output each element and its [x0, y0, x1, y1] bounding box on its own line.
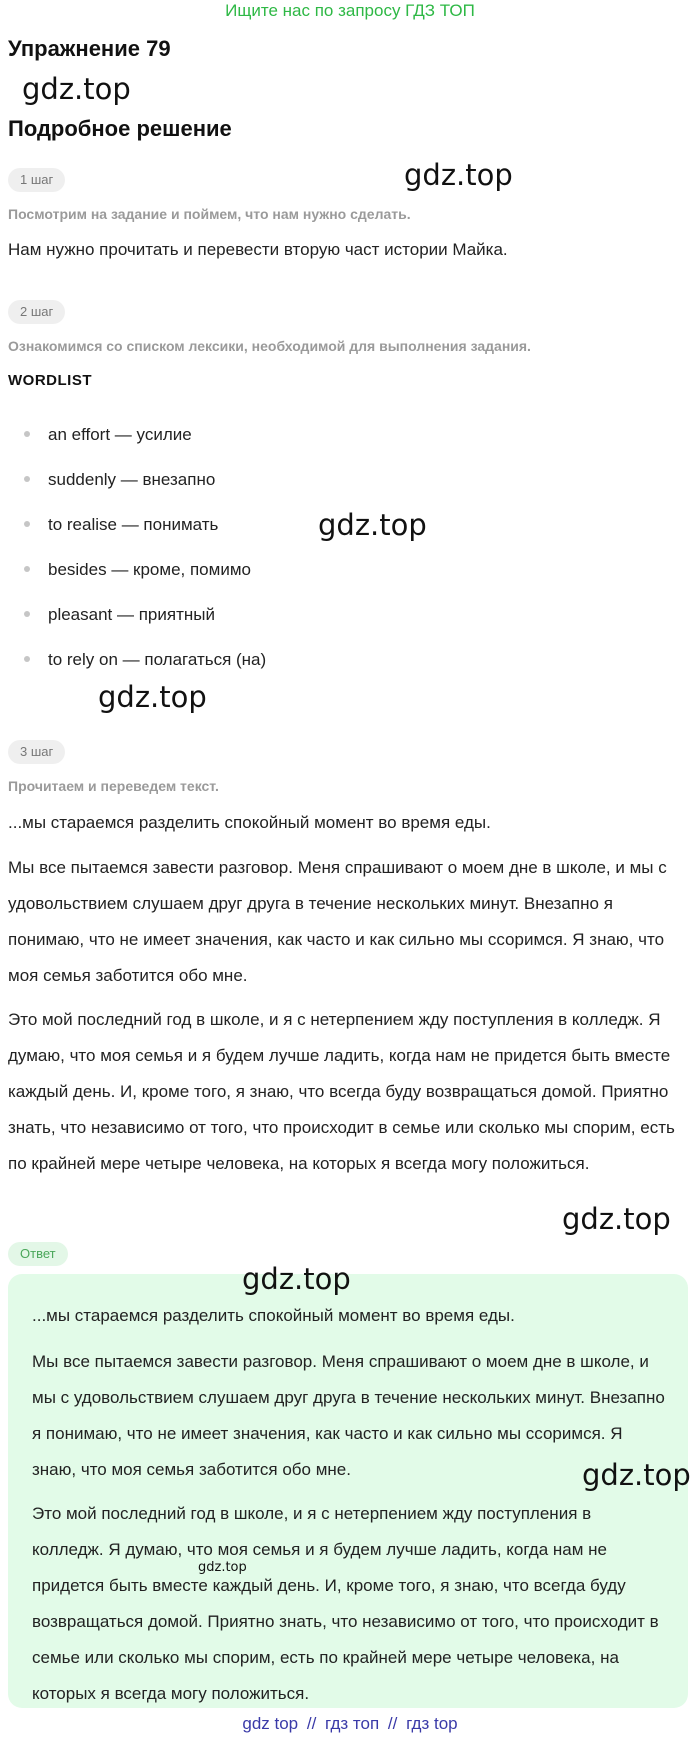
- step-1-badge: 1 шаг: [8, 168, 65, 192]
- wordlist-heading: WORDLIST: [8, 372, 92, 389]
- list-item: [24, 560, 251, 580]
- watermark: gdz.top: [242, 1262, 351, 1296]
- section-title: Подробное решение: [8, 116, 232, 141]
- footer-link[interactable]: гдз top: [406, 1714, 458, 1733]
- answer-paragraph: Мы все пытаемся завести разговор. Меня спрашивают о моем дне в школе, и мы с удовольствием слушаем друг друга в течение нескольких минут. Внезапно я понимаю, что не имеет значения, как часто и как сильно мы ссоримся. Я знаю, что моя семья заботится обо мне.: [32, 1352, 665, 1479]
- bullet-icon: [24, 476, 30, 482]
- step-1-text: Нам нужно прочитать и перевести вторую част истории Майка.: [8, 240, 508, 259]
- list-item: [24, 470, 215, 490]
- search-banner: Ищите нас по запросу ГДЗ ТОП: [225, 1, 475, 20]
- footer-separator: //: [387, 1714, 398, 1733]
- watermark: gdz.top: [582, 1458, 691, 1492]
- bullet-icon: [24, 431, 30, 437]
- answer-badge: Ответ: [8, 1242, 68, 1266]
- footer-link[interactable]: гдз топ: [325, 1714, 380, 1733]
- footer-separator: //: [306, 1714, 317, 1733]
- watermark: gdz.top: [22, 72, 131, 106]
- bullet-icon: [24, 611, 30, 617]
- wordlist-entry: to rely on — полагаться (на): [48, 650, 267, 669]
- list-item: [24, 605, 215, 625]
- wordlist-entry: an effort — усилие: [48, 425, 192, 444]
- footer-links: [0, 1714, 700, 1734]
- step-3-hint: Прочитаем и переведем текст.: [8, 778, 219, 794]
- translation-paragraph: Это мой последний год в школе, и я с нетерпением жду поступления в колледж. Я думаю, что моя семья и я будем лучше ладить, когда нам не придется быть вместе каждый день. И, кроме того, я знаю, что всегда буду возвращаться домой. Приятно знать, что независимо от того, что происходит в семье или сколько мы спорим, есть по крайней мере четыре человека, на которых я всегда могу положиться.: [8, 1010, 675, 1173]
- wordlist-entry: besides — кроме, помимо: [48, 560, 251, 579]
- list-item: [24, 425, 192, 445]
- translation-paragraph: ...мы стараемся разделить спокойный момент во время еды.: [8, 813, 491, 832]
- footer-link[interactable]: gdz top: [242, 1714, 299, 1733]
- wordlist-entry: suddenly — внезапно: [48, 470, 216, 489]
- list-item: [24, 515, 218, 535]
- wordlist-entry: pleasant — приятный: [48, 605, 215, 624]
- list-item: [24, 650, 266, 670]
- bullet-icon: [24, 656, 30, 662]
- step-3-badge: 3 шаг: [8, 740, 65, 764]
- watermark: gdz.top: [562, 1202, 671, 1236]
- step-2-badge: 2 шаг: [8, 300, 65, 324]
- answer-paragraph: ...мы стараемся разделить спокойный момент во время еды.: [32, 1306, 515, 1325]
- bullet-icon: [24, 566, 30, 572]
- step-2-hint: Ознакомимся со списком лексики, необходимой для выполнения задания.: [8, 338, 531, 354]
- step-1-hint: Посмотрим на задание и поймем, что нам нужно сделать.: [8, 206, 411, 222]
- wordlist-entry: to realise — понимать: [48, 515, 219, 534]
- page-title: Упражнение 79: [8, 36, 171, 61]
- watermark: gdz.top: [318, 508, 427, 542]
- watermark-small: gdz.top: [198, 1560, 247, 1575]
- answer-paragraph: Это мой последний год в школе, и я с нетерпением жду поступления в колледж. Я думаю, что моя семья и я будем лучше ладить, когда нам не придется быть вместе каждый день. И, кроме того, я знаю, что всегда буду возвращаться домой. Приятно знать, что независимо от того, что происходит в семье или сколько мы спорим, есть по крайней мере четыре человека, на которых я всегда могу положиться.: [32, 1504, 659, 1703]
- watermark: gdz.top: [98, 680, 207, 714]
- translation-paragraph: Мы все пытаемся завести разговор. Меня спрашивают о моем дне в школе, и мы с удовольствием слушаем друг друга в течение нескольких минут. Внезапно я понимаю, что не имеет значения, как часто и как сильно мы ссоримся. Я знаю, что моя семья заботится обо мне.: [8, 858, 667, 985]
- bullet-icon: [24, 521, 30, 527]
- watermark: gdz.top: [404, 158, 513, 192]
